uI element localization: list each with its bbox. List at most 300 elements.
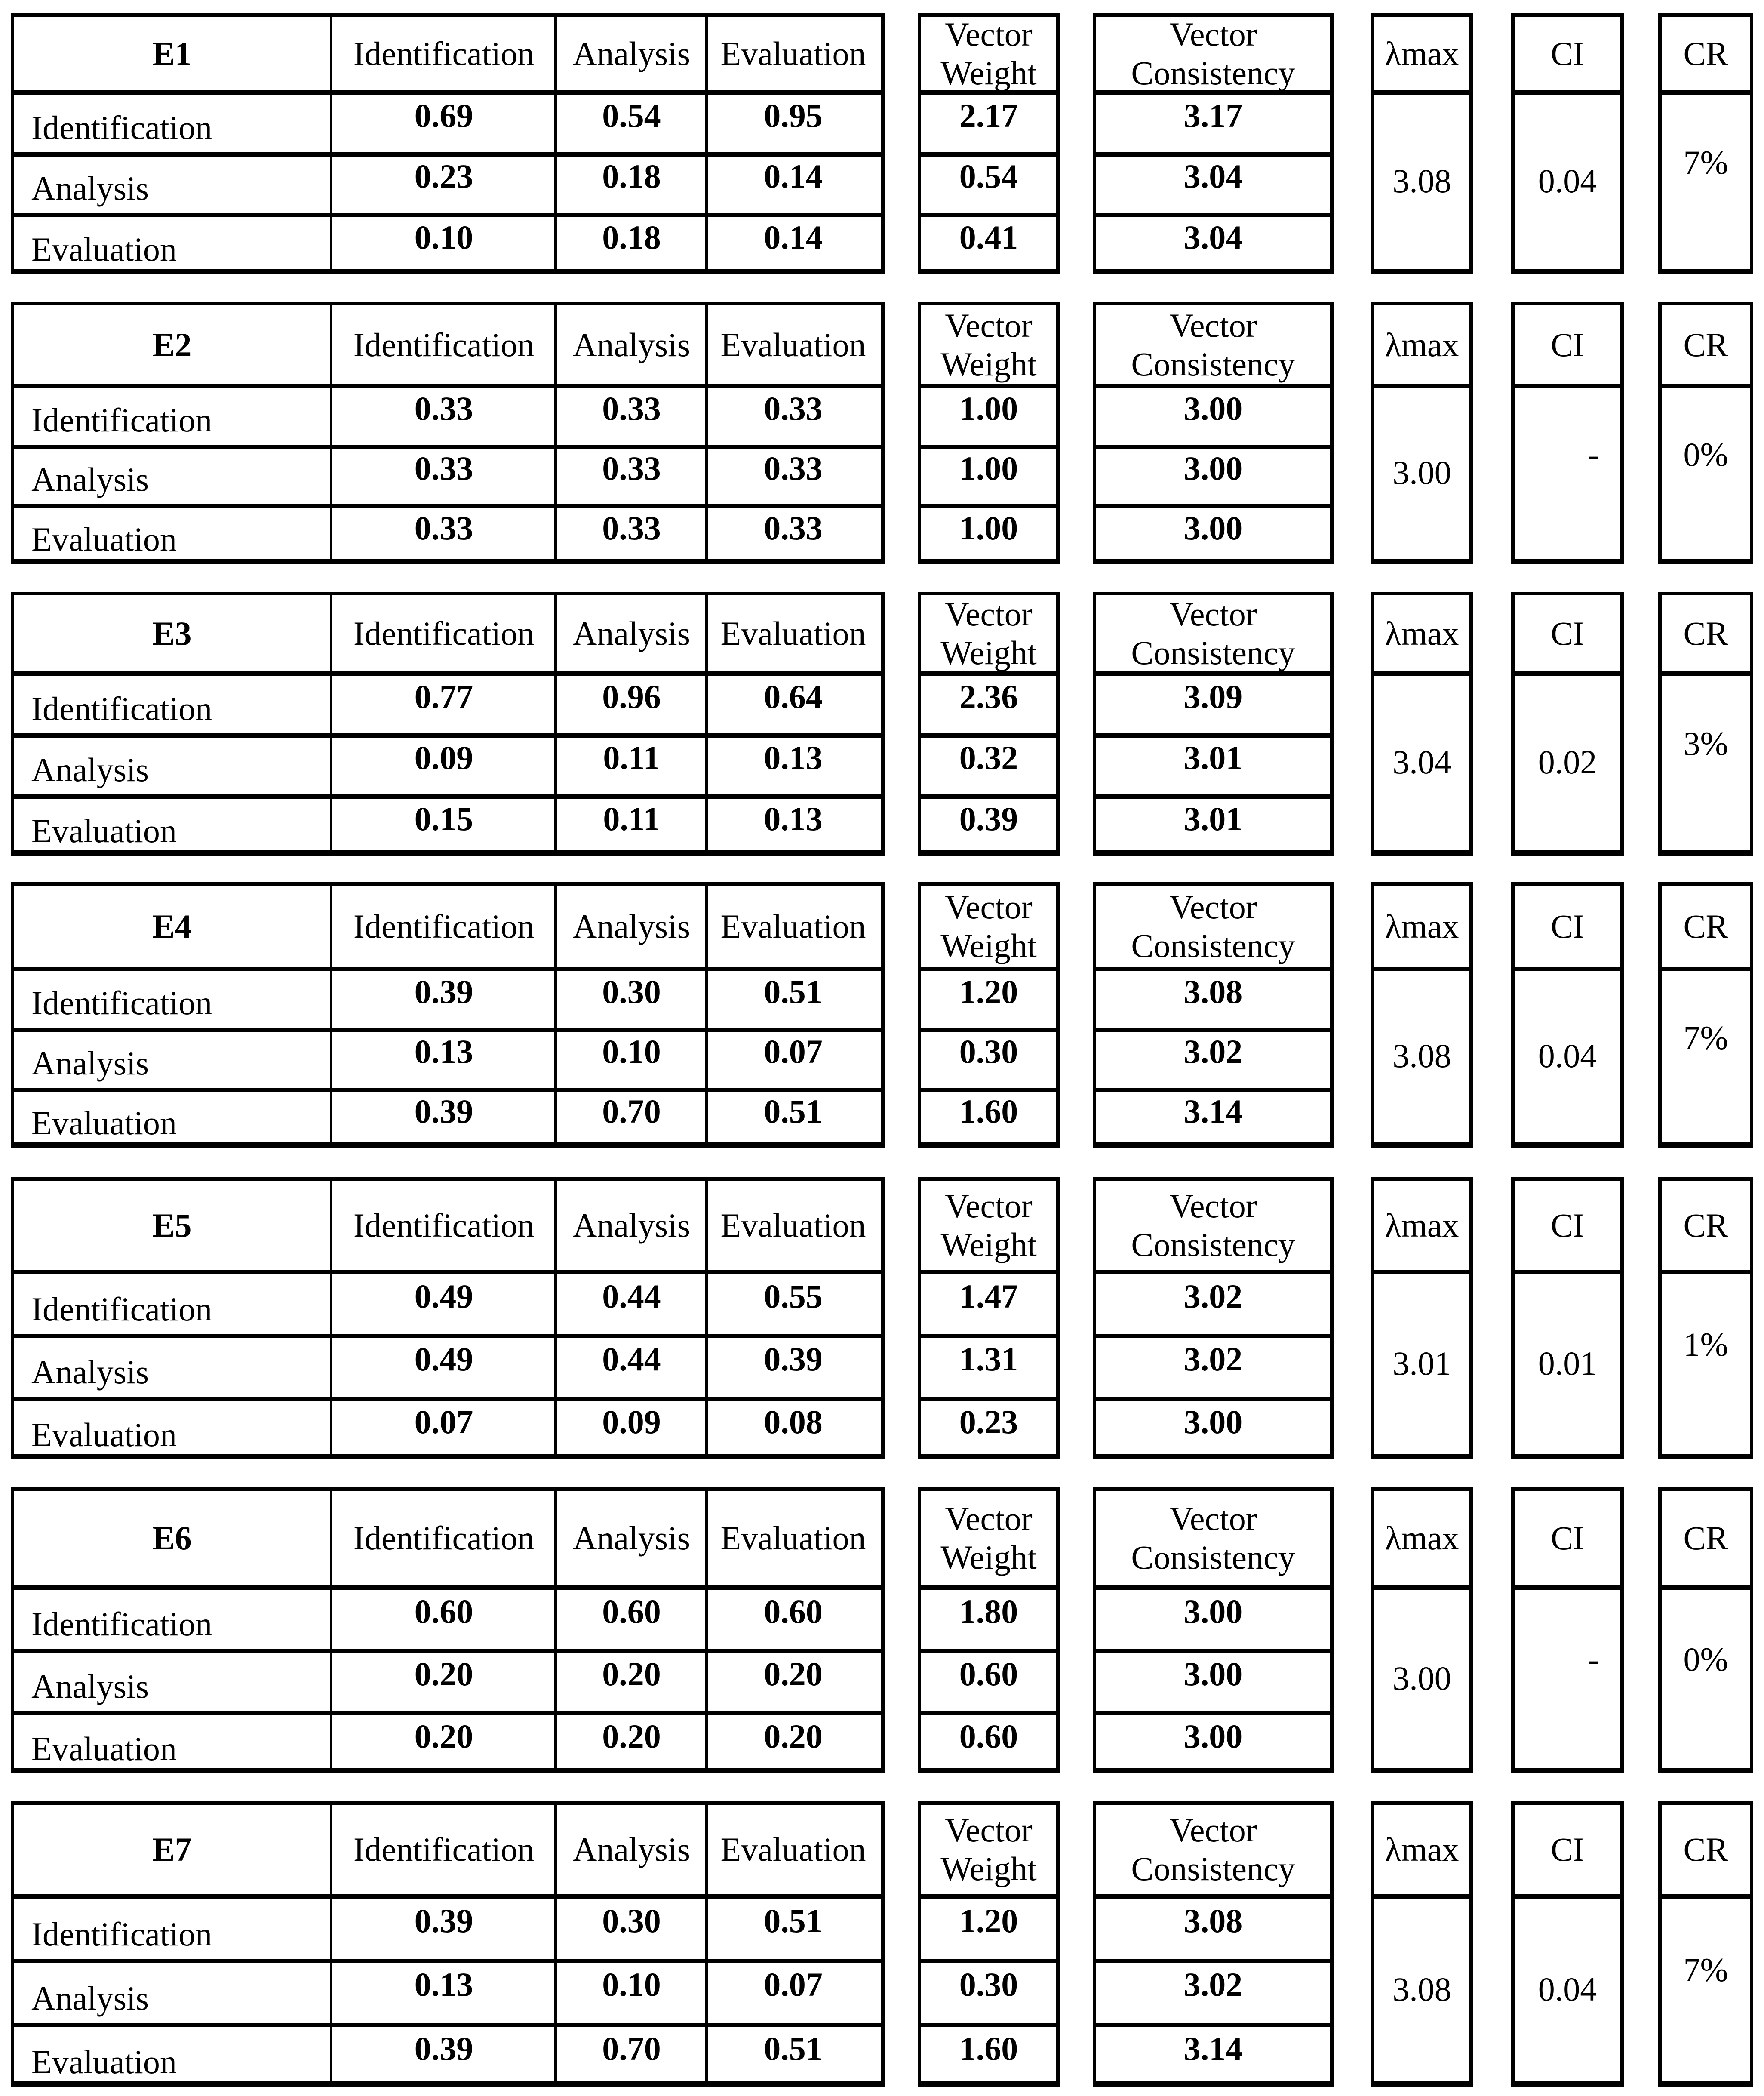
column-header-identification: Identification — [353, 1519, 535, 1557]
vector-weight-column-value: 1.00 — [959, 449, 1018, 487]
vector-consistency-column-header-label — [1096, 1491, 1330, 1585]
lambda-max-box-value: 3.00 — [1392, 1659, 1451, 1697]
vector-consistency-column — [1093, 1801, 1334, 2087]
expert-label: E6 — [152, 1519, 192, 1557]
vector-weight-column-header-line-2: Weight — [940, 634, 1037, 671]
column-header-analysis: Analysis — [573, 1519, 690, 1557]
pairwise-matrix-table — [11, 592, 885, 856]
matrix-value: 0.11 — [603, 800, 660, 837]
vector-consistency-column-header-line-1: Vector — [1169, 595, 1257, 633]
vector-weight-column-header-line-2: Weight — [940, 926, 1037, 964]
expert-block-5 — [0, 1177, 1764, 1459]
lambda-max-box-value: 3.01 — [1392, 1345, 1451, 1382]
vector-weight-column-header-label — [921, 595, 1056, 671]
ci-box — [1511, 1801, 1624, 2087]
ci-box — [1511, 592, 1624, 856]
vector-consistency-column-value: 3.08 — [1183, 973, 1243, 1010]
matrix-value: 0.33 — [764, 449, 823, 487]
matrix-value: 0.51 — [764, 1093, 823, 1130]
matrix-value: 0.33 — [764, 509, 823, 547]
vector-weight-column-header-line-1: Vector — [945, 1187, 1033, 1225]
column-divider — [554, 17, 557, 269]
cr-box-value: 7% — [1683, 1019, 1728, 1057]
lambda-max-box-header-label: λmax — [1385, 34, 1459, 72]
vector-consistency-column-header-line-2: Consistency — [1131, 1539, 1295, 1576]
lambda-max-box — [1371, 302, 1473, 564]
ci-box — [1511, 302, 1624, 564]
vector-weight-column — [918, 1801, 1060, 2087]
column-divider — [705, 595, 708, 850]
row-label-evaluation: Evaluation — [31, 2043, 177, 2081]
lambda-max-box-value: 3.08 — [1392, 1970, 1451, 2008]
vector-consistency-column-value: 3.00 — [1183, 1592, 1243, 1630]
vector-weight-column-value: 0.39 — [959, 800, 1018, 837]
row-label-analysis: Analysis — [31, 169, 149, 207]
column-header-evaluation: Evaluation — [720, 1831, 866, 1868]
vector-consistency-column — [1093, 13, 1334, 274]
ci-box-value: 0.02 — [1538, 743, 1597, 781]
ci-box-header-label: CI — [1551, 34, 1584, 72]
vector-weight-column-value: 0.32 — [959, 739, 1018, 776]
cr-box — [1658, 1801, 1753, 2087]
column-divider — [330, 17, 332, 269]
expert-label: E4 — [152, 907, 192, 945]
matrix-value: 0.13 — [764, 739, 823, 776]
expert-label: E3 — [152, 614, 192, 652]
cr-box-value: 7% — [1683, 1951, 1728, 1988]
ci-box — [1511, 13, 1624, 274]
vector-weight-column — [918, 1487, 1060, 1773]
pairwise-matrix-table — [11, 882, 885, 1148]
vector-consistency-column — [1093, 1487, 1334, 1773]
vector-consistency-column-header-line-2: Consistency — [1131, 1226, 1295, 1263]
vector-consistency-column-value: 3.01 — [1183, 739, 1243, 776]
lambda-max-box-header-label: λmax — [1385, 1207, 1459, 1244]
matrix-value: 0.20 — [602, 1717, 661, 1755]
lambda-max-box — [1371, 1801, 1473, 2087]
cr-box-header-label: CR — [1683, 1207, 1728, 1244]
matrix-value: 0.96 — [602, 678, 661, 715]
row-label-evaluation: Evaluation — [31, 1104, 177, 1142]
row-label-analysis: Analysis — [31, 1668, 149, 1705]
matrix-value: 0.13 — [414, 1966, 473, 2004]
vector-weight-column-value: 1.60 — [959, 1093, 1018, 1130]
expert-label: E1 — [152, 34, 192, 72]
vector-consistency-column-value: 3.00 — [1183, 1655, 1243, 1693]
matrix-value: 0.09 — [602, 1403, 661, 1440]
column-header-evaluation: Evaluation — [720, 614, 866, 652]
row-label-evaluation: Evaluation — [31, 812, 177, 849]
matrix-value: 0.39 — [764, 1340, 823, 1378]
vector-consistency-column-value: 3.02 — [1183, 1966, 1243, 2004]
column-header-identification: Identification — [353, 1207, 535, 1244]
matrix-value: 0.51 — [764, 2029, 823, 2067]
cr-box — [1658, 1177, 1753, 1459]
matrix-value: 0.70 — [602, 1093, 661, 1130]
matrix-value: 0.20 — [764, 1655, 823, 1693]
vector-consistency-column-header-line-2: Consistency — [1131, 634, 1295, 671]
row-label-analysis: Analysis — [31, 751, 149, 788]
column-header-identification: Identification — [353, 614, 535, 652]
vector-consistency-column — [1093, 592, 1334, 856]
row-label-evaluation: Evaluation — [31, 230, 177, 268]
matrix-value: 0.33 — [602, 449, 661, 487]
row-label-analysis: Analysis — [31, 1979, 149, 2017]
vector-consistency-column-header-line-1: Vector — [1169, 1500, 1257, 1538]
matrix-value: 0.20 — [414, 1717, 473, 1755]
matrix-value: 0.39 — [414, 1902, 473, 1940]
vector-consistency-column-value: 3.04 — [1183, 219, 1243, 256]
matrix-value: 0.49 — [414, 1340, 473, 1378]
lambda-max-box-value: 3.08 — [1392, 1037, 1451, 1074]
matrix-value: 0.10 — [602, 1966, 661, 2004]
vector-consistency-column-value: 3.00 — [1183, 1403, 1243, 1440]
vector-consistency-column-value: 3.00 — [1183, 390, 1243, 428]
vector-consistency-column-header-line-1: Vector — [1169, 888, 1257, 926]
pairwise-matrix-table — [11, 13, 885, 274]
lambda-max-box — [1371, 592, 1473, 856]
cr-box-value: 3% — [1683, 725, 1728, 763]
vector-weight-column — [918, 882, 1060, 1148]
vector-weight-column-header-label — [921, 1181, 1056, 1270]
pairwise-matrix-table — [11, 302, 885, 564]
vector-consistency-column-header-line-2: Consistency — [1131, 926, 1295, 964]
column-header-analysis: Analysis — [573, 614, 690, 652]
matrix-value: 0.07 — [764, 1966, 823, 2004]
vector-weight-column-header-line-1: Vector — [945, 888, 1033, 926]
vector-consistency-column-header-label — [1096, 17, 1330, 90]
cr-box-header-label: CR — [1683, 34, 1728, 72]
column-divider — [554, 886, 557, 1142]
lambda-max-box-header-label: λmax — [1385, 1519, 1459, 1557]
vector-consistency-column — [1093, 302, 1334, 564]
column-divider — [554, 1491, 557, 1768]
matrix-value: 0.33 — [602, 509, 661, 547]
ci-box — [1511, 1487, 1624, 1773]
column-divider — [330, 1181, 332, 1454]
vector-consistency-column-header-line-2: Consistency — [1131, 345, 1295, 383]
matrix-value: 0.11 — [603, 739, 660, 776]
matrix-value: 0.14 — [764, 157, 823, 195]
vector-consistency-column-header-label — [1096, 886, 1330, 967]
column-divider — [330, 886, 332, 1142]
matrix-value: 0.51 — [764, 973, 823, 1010]
vector-consistency-column-value: 3.00 — [1183, 449, 1243, 487]
column-header-identification: Identification — [353, 34, 535, 72]
matrix-value: 0.20 — [602, 1655, 661, 1693]
expert-block-1 — [0, 13, 1764, 274]
expert-label: E7 — [152, 1831, 192, 1868]
pairwise-matrix-table — [11, 1487, 885, 1773]
vector-weight-column-value: 2.17 — [959, 96, 1018, 134]
lambda-max-box-header-label: λmax — [1385, 907, 1459, 945]
row-label-analysis: Analysis — [31, 461, 149, 499]
column-divider — [330, 1491, 332, 1768]
matrix-value: 0.18 — [602, 157, 661, 195]
vector-consistency-column-header-label — [1096, 1181, 1330, 1270]
expert-block-6 — [0, 1487, 1764, 1773]
cr-box-header-label: CR — [1683, 1519, 1728, 1557]
matrix-value: 0.13 — [764, 800, 823, 837]
matrix-value: 0.33 — [414, 390, 473, 428]
vector-weight-column-header-label — [921, 1491, 1056, 1585]
matrix-value: 0.33 — [602, 390, 661, 428]
ci-box-value: 0.04 — [1538, 1037, 1597, 1074]
vector-consistency-column-value: 3.09 — [1183, 678, 1243, 715]
vector-weight-column-value: 0.60 — [959, 1717, 1018, 1755]
vector-weight-column-value: 0.30 — [959, 1032, 1018, 1070]
row-label-identification: Identification — [31, 401, 212, 439]
row-label-identification: Identification — [31, 1605, 212, 1643]
lambda-max-box — [1371, 882, 1473, 1148]
lambda-max-box-value: 3.00 — [1392, 454, 1451, 491]
column-header-evaluation: Evaluation — [720, 326, 866, 363]
matrix-value: 0.69 — [414, 96, 473, 134]
vector-consistency-column-header-label — [1096, 595, 1330, 671]
row-label-identification: Identification — [31, 984, 212, 1022]
matrix-value: 0.10 — [602, 1032, 661, 1070]
vector-weight-column-header-line-1: Vector — [945, 306, 1033, 344]
matrix-value: 0.60 — [602, 1592, 661, 1630]
cr-box-value: 7% — [1683, 144, 1728, 181]
vector-consistency-column-value: 3.02 — [1183, 1277, 1243, 1315]
matrix-value: 0.13 — [414, 1032, 473, 1070]
expert-block-7 — [0, 1801, 1764, 2087]
matrix-value: 0.60 — [414, 1592, 473, 1630]
cr-box-value: 1% — [1683, 1326, 1728, 1363]
matrix-value: 0.51 — [764, 1902, 823, 1940]
ci-box-header-label: CI — [1551, 326, 1584, 363]
row-label-identification: Identification — [31, 1915, 212, 1953]
vector-consistency-column-value: 3.14 — [1183, 1093, 1243, 1130]
vector-weight-column-header-line-2: Weight — [940, 345, 1037, 383]
vector-consistency-column-value: 3.00 — [1183, 1717, 1243, 1755]
matrix-value: 0.44 — [602, 1340, 661, 1378]
matrix-value: 0.55 — [764, 1277, 823, 1315]
lambda-max-box-value: 3.04 — [1392, 743, 1451, 781]
column-header-analysis: Analysis — [573, 1207, 690, 1244]
cr-box — [1658, 1487, 1753, 1773]
vector-weight-column-header-line-2: Weight — [940, 1850, 1037, 1887]
cr-box-value: 0% — [1683, 436, 1728, 474]
vector-weight-column-header-line-1: Vector — [945, 15, 1033, 53]
column-header-analysis: Analysis — [573, 1831, 690, 1868]
vector-weight-column — [918, 1177, 1060, 1459]
ci-box-header-label: CI — [1551, 1519, 1584, 1557]
column-divider — [330, 595, 332, 850]
vector-consistency-column-header-line-2: Consistency — [1131, 1850, 1295, 1887]
column-header-evaluation: Evaluation — [720, 1207, 866, 1244]
cr-box-header-label: CR — [1683, 614, 1728, 652]
matrix-value: 0.49 — [414, 1277, 473, 1315]
vector-weight-column-header-line-1: Vector — [945, 595, 1033, 633]
vector-weight-column-value: 0.23 — [959, 1403, 1018, 1440]
row-label-identification: Identification — [31, 1290, 212, 1328]
expert-label: E5 — [152, 1207, 192, 1244]
vector-weight-column-value: 1.00 — [959, 509, 1018, 547]
vector-consistency-column-value: 3.02 — [1183, 1032, 1243, 1070]
matrix-value: 0.70 — [602, 2029, 661, 2067]
ci-box-header-label: CI — [1551, 1831, 1584, 1868]
lambda-max-box — [1371, 1177, 1473, 1459]
matrix-value: 0.09 — [414, 739, 473, 776]
matrix-value: 0.20 — [764, 1717, 823, 1755]
row-label-identification: Identification — [31, 108, 212, 146]
row-label-evaluation: Evaluation — [31, 1730, 177, 1767]
matrix-value: 0.33 — [414, 449, 473, 487]
matrix-value: 0.30 — [602, 1902, 661, 1940]
vector-weight-column-value: 0.60 — [959, 1655, 1018, 1693]
vector-consistency-column-header-label — [1096, 305, 1330, 384]
column-header-evaluation: Evaluation — [720, 34, 866, 72]
column-header-analysis: Analysis — [573, 907, 690, 945]
matrix-value: 0.95 — [764, 96, 823, 134]
column-divider — [705, 886, 708, 1142]
lambda-max-box — [1371, 13, 1473, 274]
vector-weight-column — [918, 13, 1060, 274]
row-label-analysis: Analysis — [31, 1044, 149, 1082]
vector-weight-column-header-line-2: Weight — [940, 1226, 1037, 1263]
column-header-analysis: Analysis — [573, 326, 690, 363]
matrix-value: 0.20 — [414, 1655, 473, 1693]
vector-consistency-column-value: 3.17 — [1183, 96, 1243, 134]
matrix-value: 0.30 — [602, 973, 661, 1010]
vector-consistency-column-header-label — [1096, 1805, 1330, 1894]
ci-box-header-label: CI — [1551, 1207, 1584, 1244]
vector-weight-column-header-label — [921, 305, 1056, 384]
column-header-identification: Identification — [353, 907, 535, 945]
matrix-value: 0.39 — [414, 2029, 473, 2067]
vector-weight-column — [918, 302, 1060, 564]
vector-weight-column-header-line-2: Weight — [940, 1539, 1037, 1576]
ci-box-value: - — [1588, 1640, 1599, 1678]
column-divider — [705, 305, 708, 559]
column-divider — [554, 1805, 557, 2081]
row-label-analysis: Analysis — [31, 1353, 149, 1391]
lambda-max-box-header-label: λmax — [1385, 326, 1459, 363]
ci-box-value: 0.04 — [1538, 162, 1597, 200]
vector-consistency-column-value: 3.02 — [1183, 1340, 1243, 1378]
pairwise-matrix-table — [11, 1801, 885, 2087]
vector-weight-column-value: 1.60 — [959, 2029, 1018, 2067]
vector-weight-column-value: 1.31 — [959, 1340, 1018, 1378]
ci-box-header-label: CI — [1551, 907, 1584, 945]
matrix-value: 0.33 — [414, 509, 473, 547]
vector-weight-column-value: 0.41 — [959, 219, 1018, 256]
row-label-evaluation: Evaluation — [31, 1416, 177, 1453]
matrix-value: 0.07 — [414, 1403, 473, 1440]
column-divider — [554, 1181, 557, 1454]
vector-consistency-column-header-line-2: Consistency — [1131, 54, 1295, 92]
ci-box-value: 0.04 — [1538, 1970, 1597, 2008]
column-divider — [330, 1805, 332, 2081]
row-label-identification: Identification — [31, 690, 212, 727]
vector-consistency-column-header-line-1: Vector — [1169, 306, 1257, 344]
vector-weight-column-value: 1.00 — [959, 390, 1018, 428]
column-divider — [554, 305, 557, 559]
column-divider — [705, 1181, 708, 1454]
vector-weight-column — [918, 592, 1060, 856]
cr-box-value: 0% — [1683, 1640, 1728, 1678]
vector-consistency-column-value: 3.00 — [1183, 509, 1243, 547]
ci-box — [1511, 882, 1624, 1148]
vector-consistency-column-value: 3.08 — [1183, 1902, 1243, 1940]
ci-box-value: - — [1588, 436, 1599, 474]
matrix-value: 0.18 — [602, 219, 661, 256]
cr-box — [1658, 302, 1753, 564]
vector-weight-column-header-label — [921, 1805, 1056, 1894]
vector-consistency-column — [1093, 882, 1334, 1148]
matrix-value: 0.77 — [414, 678, 473, 715]
vector-weight-column-header-line-1: Vector — [945, 1811, 1033, 1849]
column-divider — [554, 595, 557, 850]
cr-box-header-label: CR — [1683, 907, 1728, 945]
cr-box — [1658, 592, 1753, 856]
vector-consistency-column-value: 3.14 — [1183, 2029, 1243, 2067]
column-divider — [705, 17, 708, 269]
matrix-value: 0.23 — [414, 157, 473, 195]
vector-consistency-column-value: 3.04 — [1183, 157, 1243, 195]
matrix-value: 0.60 — [764, 1592, 823, 1630]
vector-consistency-column-header-line-1: Vector — [1169, 1811, 1257, 1849]
lambda-max-box-header-label: λmax — [1385, 1831, 1459, 1868]
vector-weight-column-value: 2.36 — [959, 678, 1018, 715]
column-header-identification: Identification — [353, 1831, 535, 1868]
column-divider — [705, 1491, 708, 1768]
vector-consistency-column-header-line-1: Vector — [1169, 1187, 1257, 1225]
expert-block-4 — [0, 882, 1764, 1148]
matrix-value: 0.10 — [414, 219, 473, 256]
vector-weight-column-header-label — [921, 17, 1056, 90]
column-divider — [705, 1805, 708, 2081]
vector-weight-column-value: 0.54 — [959, 157, 1018, 195]
column-divider — [330, 305, 332, 559]
column-header-evaluation: Evaluation — [720, 907, 866, 945]
matrix-value: 0.07 — [764, 1032, 823, 1070]
vector-weight-column-header-line-2: Weight — [940, 54, 1037, 92]
ci-box — [1511, 1177, 1624, 1459]
vector-weight-column-value: 1.20 — [959, 1902, 1018, 1940]
cr-box-header-label: CR — [1683, 1831, 1728, 1868]
matrix-value: 0.54 — [602, 96, 661, 134]
ci-box-header-label: CI — [1551, 614, 1584, 652]
matrix-value: 0.64 — [764, 678, 823, 715]
vector-weight-column-value: 1.80 — [959, 1592, 1018, 1630]
column-header-evaluation: Evaluation — [720, 1519, 866, 1557]
lambda-max-box — [1371, 1487, 1473, 1773]
expert-block-2 — [0, 302, 1764, 564]
lambda-max-box-header-label: λmax — [1385, 614, 1459, 652]
matrix-value: 0.39 — [414, 973, 473, 1010]
lambda-max-box-value: 3.08 — [1392, 162, 1451, 200]
matrix-value: 0.14 — [764, 219, 823, 256]
cr-box — [1658, 13, 1753, 274]
vector-consistency-column-value: 3.01 — [1183, 800, 1243, 837]
vector-weight-column-value: 0.30 — [959, 1966, 1018, 2004]
vector-consistency-column — [1093, 1177, 1334, 1459]
matrix-value: 0.15 — [414, 800, 473, 837]
column-header-identification: Identification — [353, 326, 535, 363]
pairwise-matrix-table — [11, 1177, 885, 1459]
expert-block-3 — [0, 592, 1764, 856]
cr-box-header-label: CR — [1683, 326, 1728, 363]
ci-box-value: 0.01 — [1538, 1345, 1597, 1382]
matrix-value: 0.08 — [764, 1403, 823, 1440]
vector-weight-column-value: 1.47 — [959, 1277, 1018, 1315]
matrix-value: 0.33 — [764, 390, 823, 428]
matrix-value: 0.44 — [602, 1277, 661, 1315]
vector-weight-column-value: 1.20 — [959, 973, 1018, 1010]
